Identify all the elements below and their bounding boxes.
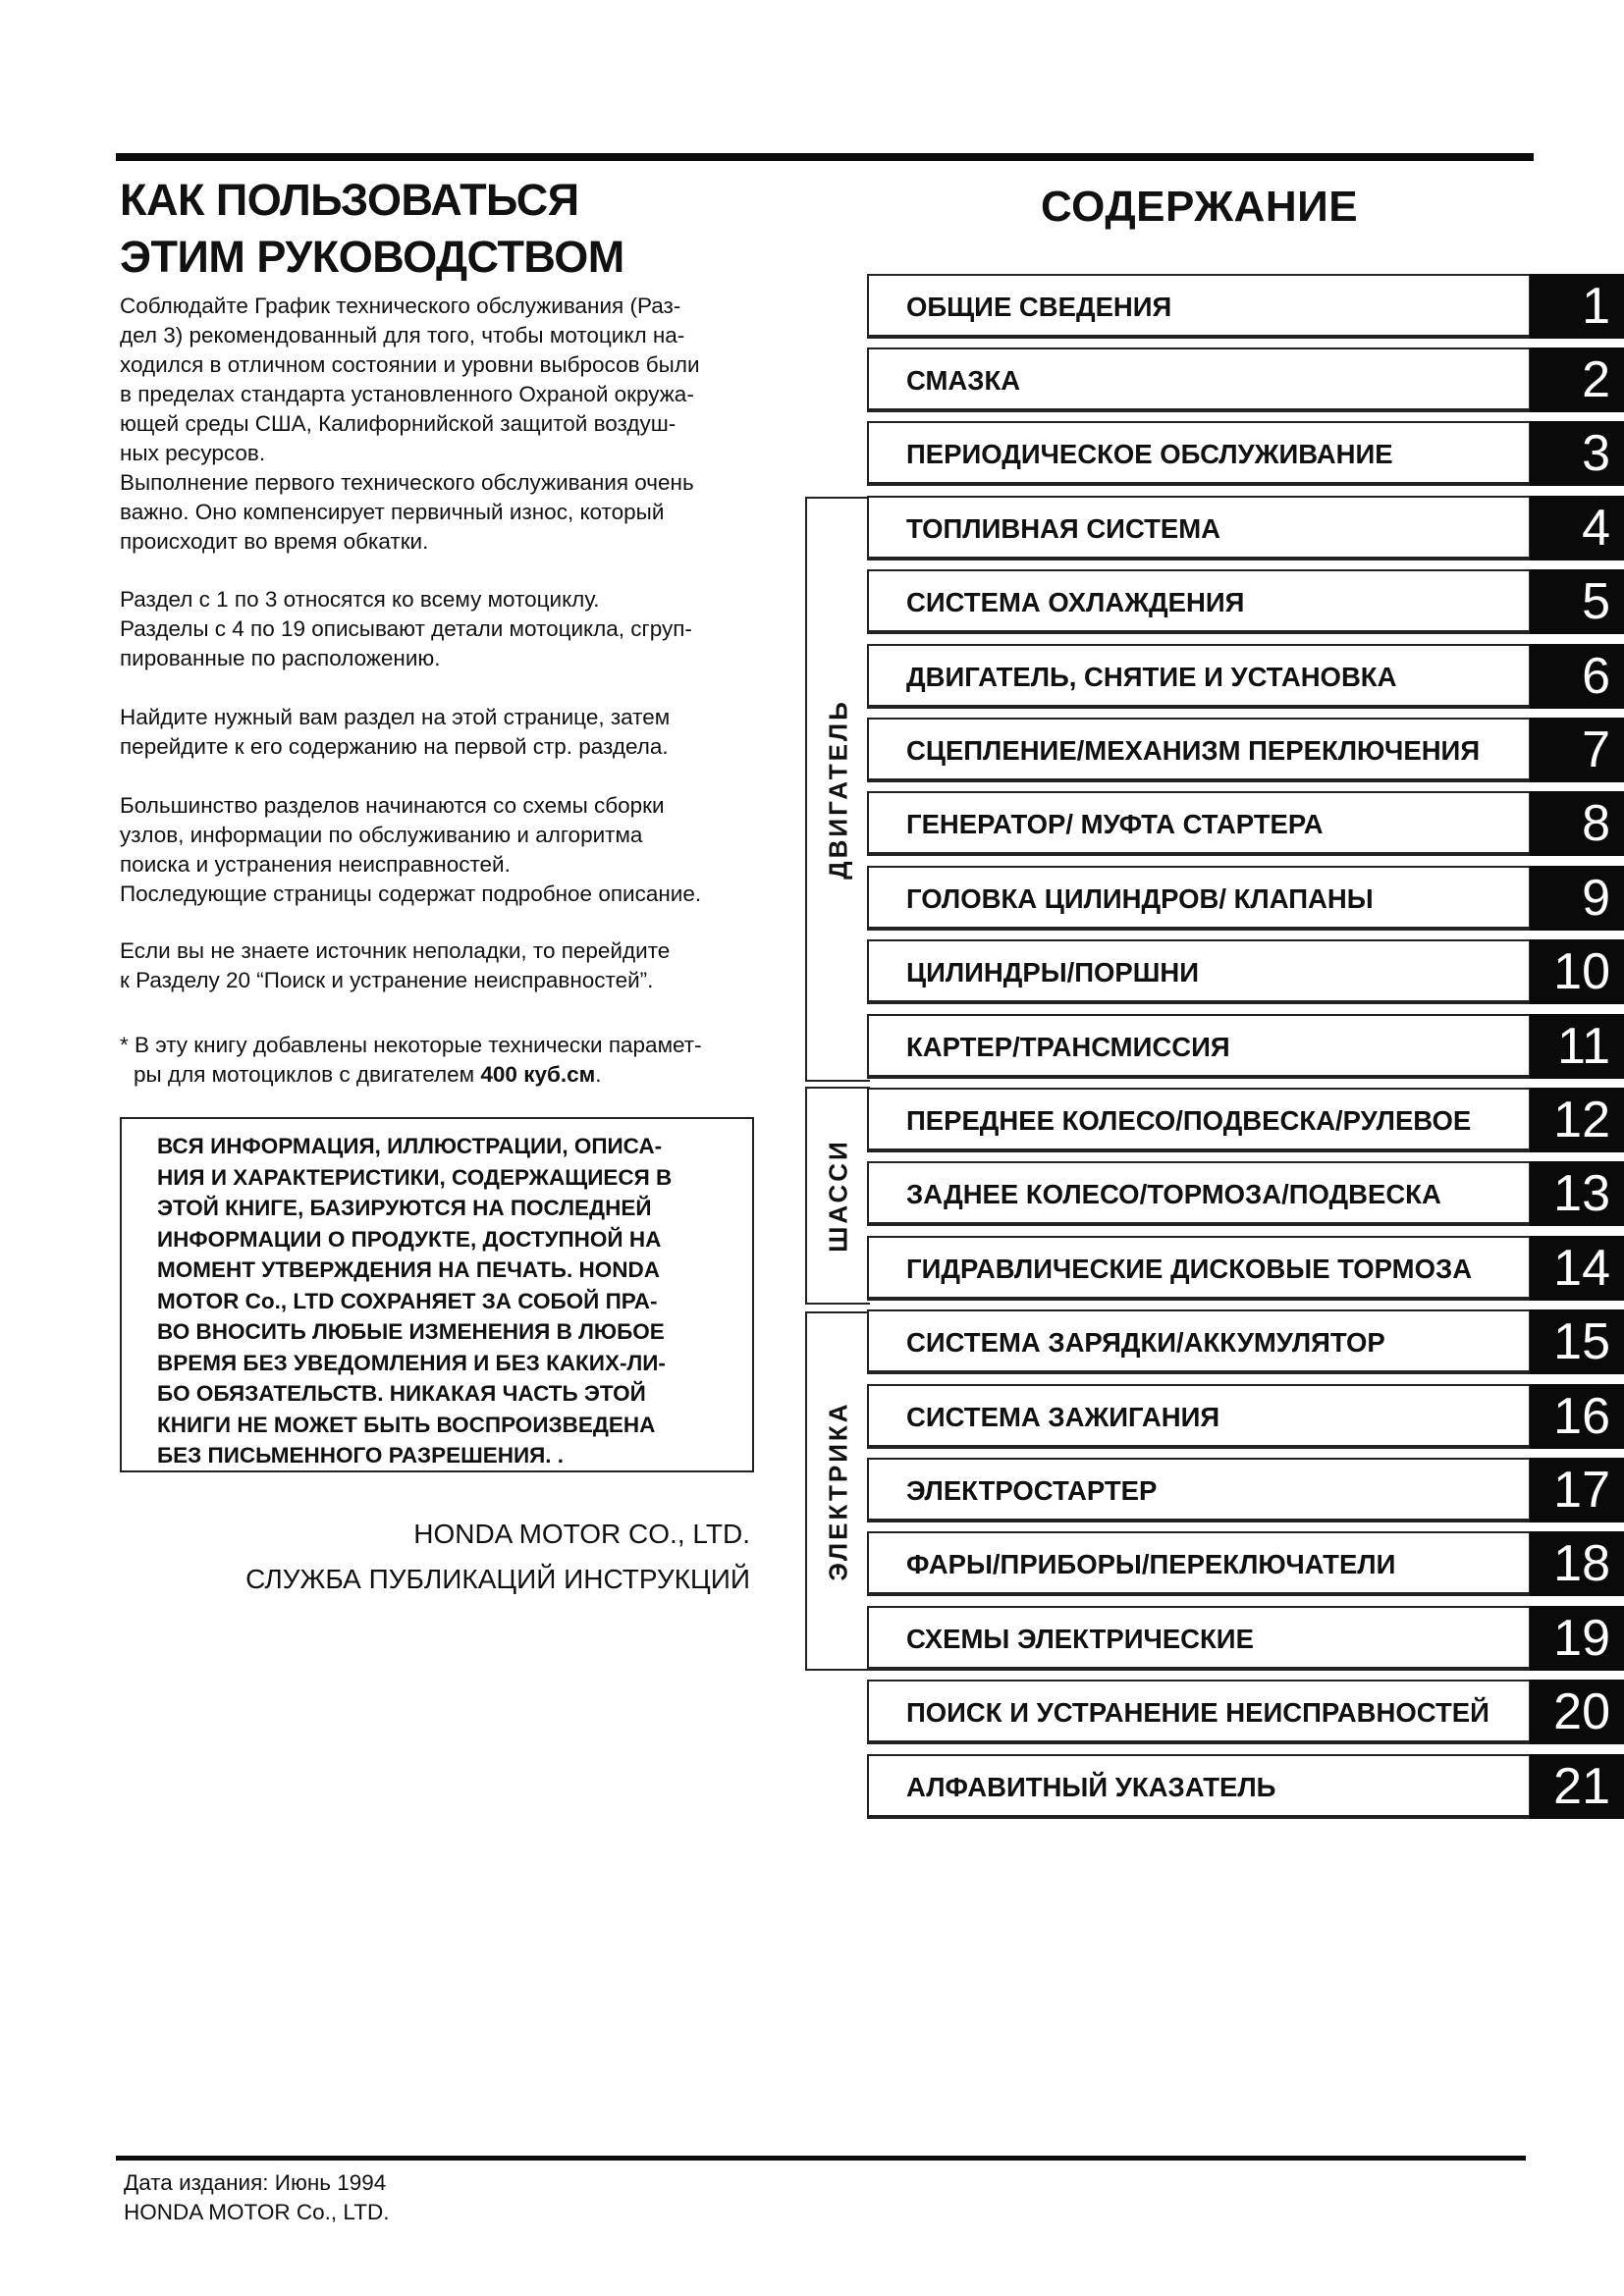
toc-cell	[867, 347, 1532, 412]
toc-section-number: 17	[1530, 1458, 1624, 1522]
toc-section-number: 11	[1530, 1014, 1624, 1079]
toc-label: КАРТЕР/ТРАНСМИССИЯ	[906, 1032, 1230, 1062]
contents-title: СОДЕРЖАНИЕ	[1041, 183, 1359, 231]
toc-label: АЛФАВИТНЫЙ УКАЗАТЕЛЬ	[906, 1772, 1276, 1802]
text-line: Разделы с 4 по 19 описывают детали мотоцикла, сгруп-	[120, 616, 692, 641]
text-line: НИЯ И ХАРАКТЕРИСТИКИ, СОДЕРЖАЩИЕСЯ В	[157, 1164, 673, 1190]
toc-cell	[867, 718, 1532, 782]
group-bracket-chassis	[805, 1087, 870, 1305]
toc-label: ПОИСК И УСТРАНЕНИЕ НЕИСПРАВНОСТЕЙ	[906, 1697, 1489, 1728]
toc-label: ЭЛЕКТРОСТАРТЕР	[906, 1475, 1158, 1506]
toc-row-1[interactable]	[867, 274, 1624, 343]
toc-row-21[interactable]	[867, 1754, 1624, 1823]
toc-section-number: 19	[1530, 1606, 1624, 1671]
text-line: Последующие страницы содержат подробное описание.	[120, 881, 702, 906]
toc-section-number: 13	[1530, 1161, 1624, 1226]
text-line: КНИГИ НЕ МОЖЕТ БЫТЬ ВОСПРОИЗВЕДЕНА	[157, 1412, 656, 1437]
toc-row-20[interactable]	[867, 1680, 1624, 1748]
toc-row-16[interactable]	[867, 1384, 1624, 1453]
text-line: пированные по расположению.	[120, 646, 441, 670]
text-line: Если вы не знаете источник неполадки, то перейдите	[120, 938, 671, 963]
toc-row-18[interactable]	[867, 1531, 1624, 1600]
toc-section-number: 2	[1530, 347, 1624, 412]
toc-row-11[interactable]	[867, 1014, 1624, 1083]
toc-cell	[867, 1458, 1532, 1522]
toc-section-number: 3	[1530, 421, 1624, 486]
toc-row-5[interactable]	[867, 569, 1624, 638]
text-line: ВСЯ ИНФОРМАЦИЯ, ИЛЛЮСТРАЦИИ, ОПИСА-	[157, 1134, 663, 1158]
toc-cell	[867, 866, 1532, 931]
toc-section-number: 14	[1530, 1236, 1624, 1301]
toc-label: ГИДРАВЛИЧЕСКИЕ ДИСКОВЫЕ ТОРМОЗА	[906, 1254, 1473, 1284]
text-line: Найдите нужный вам раздел на этой странице, затем	[120, 705, 671, 729]
text-line: происходит во время обкатки.	[120, 529, 429, 554]
top-rule	[116, 153, 1534, 161]
group-label-electrical: ЭЛЕКТРИКА	[823, 1401, 853, 1581]
toc-cell	[867, 1309, 1532, 1374]
toc-cell	[867, 1680, 1532, 1744]
toc-label: ЗАДНЕЕ КОЛЕСО/ТОРМОЗА/ПОДВЕСКА	[906, 1179, 1441, 1209]
publication-company: HONDA MOTOR Co., LTD.	[124, 2200, 390, 2224]
toc-cell	[867, 1088, 1532, 1152]
text-line: БО ОБЯЗАТЕЛЬСТВ. НИКАКАЯ ЧАСТЬ ЭТОЙ	[157, 1381, 646, 1406]
title-line-2: ЭТИМ РУКОВОДСТВОМ	[120, 232, 624, 282]
toc-label: ЦИЛИНДРЫ/ПОРШНИ	[906, 957, 1200, 988]
toc-cell	[867, 421, 1532, 486]
publisher-department: СЛУЖБА ПУБЛИКАЦИЙ ИНСТРУКЦИЙ	[245, 1564, 750, 1594]
publisher-block	[245, 1512, 750, 1602]
toc-label: СИСТЕМА ЗАЖИГАНИЯ	[906, 1402, 1220, 1432]
toc-section-number: 4	[1530, 496, 1624, 561]
toc-cell	[867, 1384, 1532, 1449]
toc-cell	[867, 1754, 1532, 1819]
toc-label: ГЕНЕРАТОР/ МУФТА СТАРТЕРА	[906, 809, 1324, 839]
text-line: важно. Оно компенсирует первичный износ, который	[120, 500, 665, 524]
text-line: ВРЕМЯ БЕЗ УВЕДОМЛЕНИЯ И БЕЗ КАКИХ-ЛИ-	[157, 1350, 666, 1375]
toc-section-number: 20	[1530, 1680, 1624, 1744]
group-bracket-engine	[805, 497, 870, 1082]
toc-section-number: 9	[1530, 866, 1624, 931]
toc-row-19[interactable]	[867, 1606, 1624, 1675]
toc-row-6[interactable]	[867, 644, 1624, 713]
toc-label: ДВИГАТЕЛЬ, СНЯТИЕ И УСТАНОВКА	[906, 662, 1397, 692]
toc-cell	[867, 939, 1532, 1004]
toc-section-number: 8	[1530, 791, 1624, 856]
toc-row-4[interactable]	[867, 496, 1624, 564]
note-text: .	[595, 1062, 602, 1087]
paragraph-maintenance	[120, 292, 787, 557]
text-line: Соблюдайте График технического обслуживания (Раз-	[120, 294, 681, 318]
text-line: ЭТОЙ КНИГЕ, БАЗИРУЮТСЯ НА ПОСЛЕДНЕЙ	[157, 1196, 652, 1220]
paragraph-sections	[120, 585, 787, 673]
text-line: ВО ВНОСИТЬ ЛЮБЫЕ ИЗМЕНЕНИЯ В ЛЮБОЕ	[157, 1319, 665, 1344]
text-line: узлов, информации по обслуживанию и алгоритма	[120, 823, 643, 847]
text-line: MOTOR Co., LTD СОХРАНЯЕТ ЗА СОБОЙ ПРА-	[157, 1288, 658, 1313]
toc-label: ПЕРИОДИЧЕСКОЕ ОБСЛУЖИВАНИЕ	[906, 439, 1393, 469]
note-bold-text: 400 куб.см	[480, 1062, 596, 1087]
toc-row-14[interactable]	[867, 1236, 1624, 1305]
copyright-notice-text	[157, 1131, 746, 1471]
text-line: ющей среды США, Калифорнийской защитой воздуш-	[120, 411, 677, 436]
text-line: перейдите к его содержанию на первой стр. раздела.	[120, 734, 669, 759]
toc-row-15[interactable]	[867, 1309, 1624, 1378]
title-line-1: КАК ПОЛЬЗОВАТЬСЯ	[120, 175, 579, 225]
group-bracket-electrical	[805, 1311, 870, 1671]
toc-cell	[867, 1606, 1532, 1671]
toc-section-number: 6	[1530, 644, 1624, 709]
toc-cell	[867, 644, 1532, 709]
text-line: к Разделу 20 “Поиск и устранение неисправностей”.	[120, 968, 654, 992]
toc-section-number: 12	[1530, 1088, 1624, 1152]
toc-label: ПЕРЕДНЕЕ КОЛЕСО/ПОДВЕСКА/РУЛЕВОЕ	[906, 1105, 1472, 1136]
toc-row-12[interactable]	[867, 1088, 1624, 1156]
toc-cell	[867, 274, 1532, 339]
toc-cell	[867, 1531, 1532, 1596]
paragraph-troubleshooting	[120, 936, 787, 995]
paragraph-find-section	[120, 703, 787, 762]
toc-section-number: 21	[1530, 1754, 1624, 1819]
toc-cell	[867, 496, 1532, 561]
toc-section-number: 15	[1530, 1309, 1624, 1374]
toc-label: СЦЕПЛЕНИЕ/МЕХАНИЗМ ПЕРЕКЛЮЧЕНИЯ	[906, 735, 1481, 766]
text-line: поиска и устранения неисправностей.	[120, 852, 511, 877]
text-line: в пределах стандарта установленного Охраной окружа-	[120, 382, 694, 406]
text-line: Большинство разделов начинаются со схемы сборки	[120, 793, 665, 818]
toc-cell	[867, 569, 1532, 634]
toc-label: СМАЗКА	[906, 365, 1021, 396]
publication-info	[124, 2168, 389, 2227]
page-title	[120, 172, 670, 286]
toc-cell	[867, 1161, 1532, 1226]
bottom-rule	[116, 2156, 1526, 2161]
toc-cell	[867, 1014, 1532, 1079]
text-line: Раздел с 1 по 3 относятся ко всему мотоциклу.	[120, 587, 600, 612]
toc-label: ТОПЛИВНАЯ СИСТЕМА	[906, 513, 1221, 544]
note-text: ры для мотоциклов с двигателем	[134, 1062, 481, 1087]
toc-label: СХЕМЫ ЭЛЕКТРИЧЕСКИЕ	[906, 1624, 1254, 1654]
text-line: БЕЗ ПИСЬМЕННОГО РАЗРЕШЕНИЯ. .	[157, 1443, 565, 1468]
note-400cc	[120, 1031, 787, 1090]
toc-row-3[interactable]	[867, 421, 1624, 490]
text-line	[120, 1060, 787, 1090]
toc-label: СИСТЕМА ЗАРЯДКИ/АККУМУЛЯТОР	[906, 1327, 1385, 1358]
toc-section-number: 18	[1530, 1531, 1624, 1596]
toc-row-13[interactable]	[867, 1161, 1624, 1230]
copyright-notice-box	[120, 1117, 754, 1472]
toc-section-number: 16	[1530, 1384, 1624, 1449]
text-line: ных ресурсов.	[120, 441, 266, 465]
toc-section-number: 10	[1530, 939, 1624, 1004]
toc-cell	[867, 1236, 1532, 1301]
toc-label: ФАРЫ/ПРИБОРЫ/ПЕРЕКЛЮЧАТЕЛИ	[906, 1549, 1396, 1579]
group-label-engine: ДВИГАТЕЛЬ	[823, 699, 853, 880]
toc-label: ГОЛОВКА ЦИЛИНДРОВ/ КЛАПАНЫ	[906, 883, 1374, 914]
toc-row-7[interactable]	[867, 718, 1624, 786]
toc-row-10[interactable]	[867, 939, 1624, 1008]
toc-section-number: 5	[1530, 569, 1624, 634]
toc-row-9[interactable]	[867, 866, 1624, 934]
text-line: дел 3) рекомендованный для того, чтобы мотоцикл на-	[120, 323, 685, 347]
toc-section-number: 1	[1530, 274, 1624, 339]
text-line: Выполнение первого технического обслуживания очень	[120, 470, 694, 495]
toc-label: ОБЩИЕ СВЕДЕНИЯ	[906, 292, 1172, 322]
toc-row-8[interactable]	[867, 791, 1624, 860]
text-line: ходился в отличном состоянии и уровни выбросов были	[120, 352, 700, 377]
text-line: ИНФОРМАЦИИ О ПРОДУКТЕ, ДОСТУПНОЙ НА	[157, 1226, 662, 1252]
toc-section-number: 7	[1530, 718, 1624, 782]
group-label-chassis: ШАССИ	[823, 1139, 853, 1253]
text-line: МОМЕНТ УТВЕРЖДЕНИЯ НА ПЕЧАТЬ. HONDA	[157, 1257, 660, 1282]
toc-cell	[867, 791, 1532, 856]
publication-date: Дата издания: Июнь 1994	[124, 2170, 387, 2195]
toc-row-2[interactable]	[867, 347, 1624, 416]
publisher-name: HONDA MOTOR CO., LTD.	[413, 1519, 750, 1549]
toc-row-17[interactable]	[867, 1458, 1624, 1526]
toc-label: СИСТЕМА ОХЛАЖДЕНИЯ	[906, 587, 1245, 617]
paragraph-structure	[120, 791, 787, 909]
text-line: * В эту книгу добавлены некоторые технически парамет-	[120, 1033, 702, 1057]
